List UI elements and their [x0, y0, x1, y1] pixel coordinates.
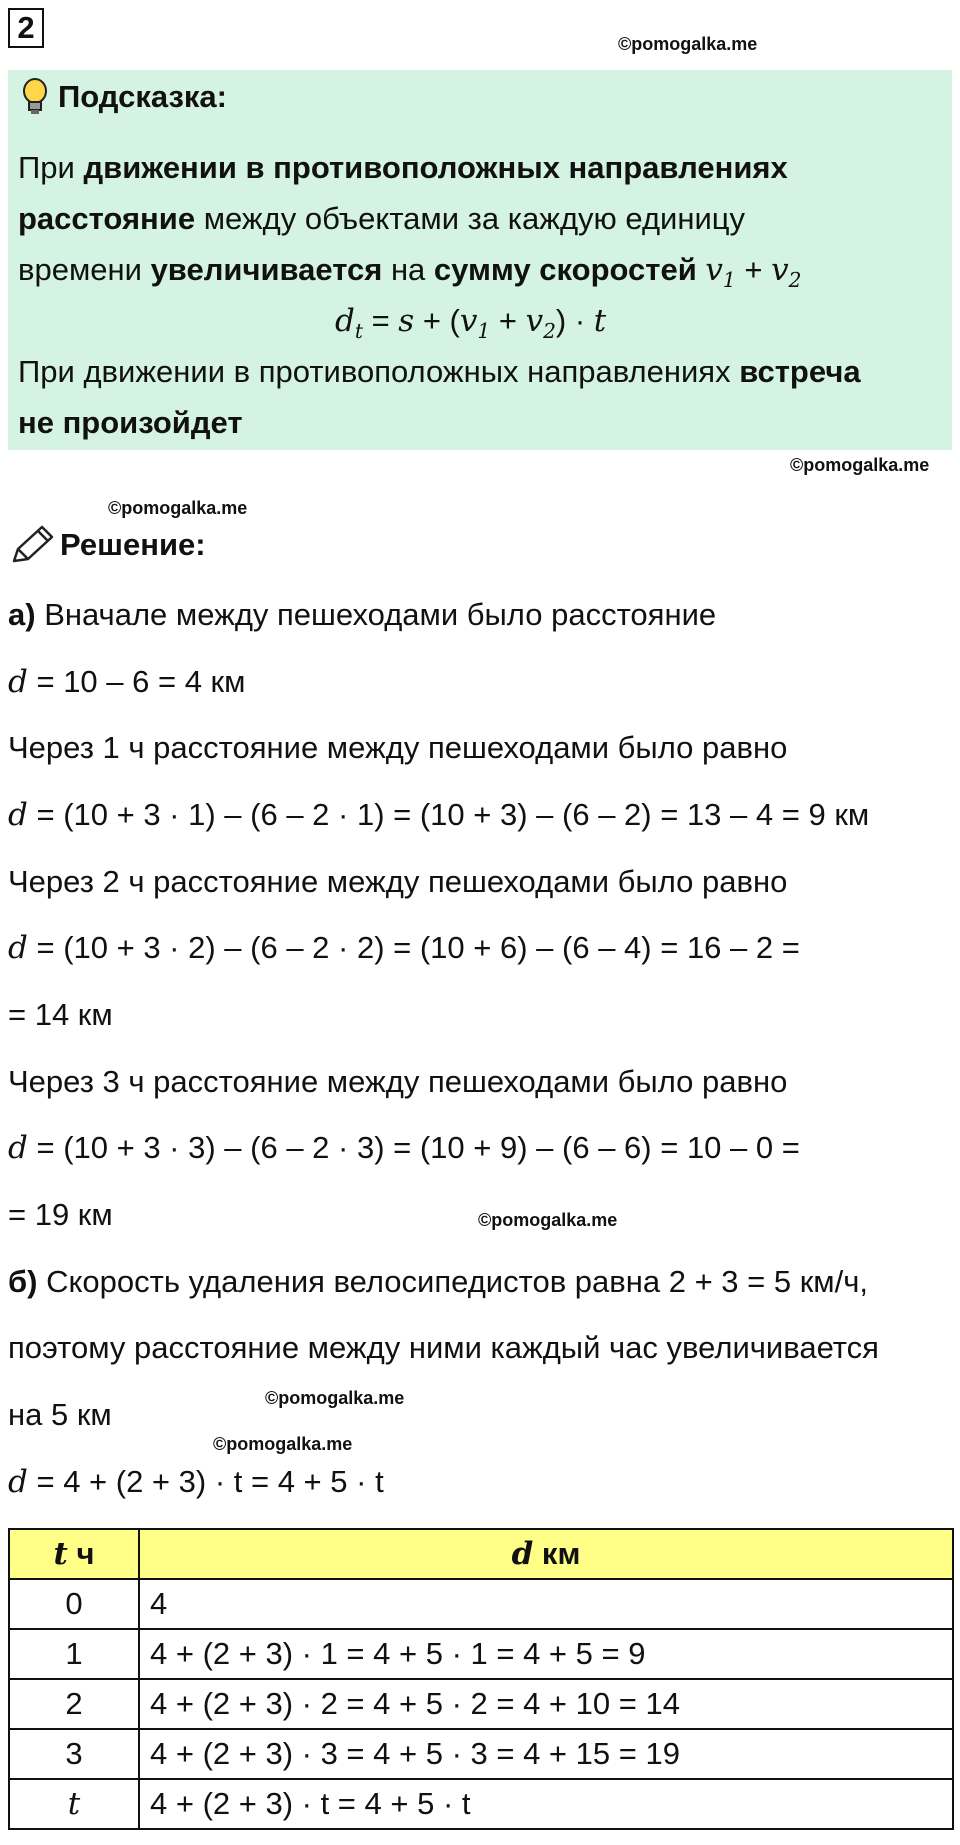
solution-after-3: Через 3 ч расстояние между пешеходами было равно	[8, 1064, 788, 1099]
hint-line-4: При движении в противоположных направлениях встреча	[18, 354, 861, 389]
watermark: ©pomogalka.me	[265, 1388, 405, 1408]
results-table	[8, 1528, 954, 1830]
table-cell-d: 4 + (2 + 3) · 2 = 4 + 5 · 2 = 4 + 10 = 14	[139, 1679, 953, 1729]
table-cell-t: t	[9, 1779, 139, 1829]
table-row	[9, 1779, 953, 1829]
table-cell-d: 4 + (2 + 3) · 1 = 4 + 5 · 1 = 4 + 5 = 9	[139, 1629, 953, 1679]
hint-formula: $d_t = s + (v_1 + v_2) \cdot t$	[335, 303, 607, 344]
watermark: ©pomogalka.me	[790, 455, 930, 475]
lightbulb-icon	[22, 78, 48, 116]
pencil-icon	[10, 525, 54, 565]
watermark: ©pomogalka.me	[478, 1210, 618, 1230]
table-cell-t: 2	[9, 1679, 139, 1729]
solution-eq-3-result: = 19 км	[8, 1197, 113, 1232]
solution-eq-2: d = (10 + 3 · 2) – (6 – 2 · 2) = (10 + 6) – (6 – 4) = 16 – 2 =	[8, 930, 800, 966]
table-header-d: d км	[139, 1529, 953, 1579]
table-cell-t: 1	[9, 1629, 139, 1679]
table-cell-t: 0	[9, 1579, 139, 1629]
watermark: ©pomogalka.me	[618, 34, 758, 54]
table-row	[9, 1579, 953, 1629]
solution-a-eq: d = 10 – 6 = 4 км	[8, 664, 246, 700]
hint-line-3: времени увеличивается на сумму скоростей $v_1 + v_2$	[18, 252, 802, 293]
solution-a-intro: а) Вначале между пешеходами было расстояние	[8, 597, 717, 632]
solution-eq-1: d = (10 + 3 · 1) – (6 – 2 · 1) = (10 + 3) – (6 – 2) = 13 – 4 = 9 км	[8, 797, 870, 833]
table-cell-d: 4 + (2 + 3) · t = 4 + 5 · t	[139, 1779, 953, 1829]
watermark: ©pomogalka.me	[213, 1434, 353, 1454]
hint-line-2: расстояние между объектами за каждую единицу	[18, 201, 746, 236]
solution-b-line-1: б) Скорость удаления велосипедистов равна 2 + 3 = 5 км/ч,	[8, 1264, 868, 1299]
hint-line-1: При движении в противоположных направлениях	[18, 150, 788, 185]
table-row	[9, 1729, 953, 1779]
solution-b-line-2: поэтому расстояние между ними каждый час увеличивается	[8, 1330, 879, 1365]
table-cell-t: 3	[9, 1729, 139, 1779]
hint-line-5: не произойдет	[18, 405, 243, 440]
table-row	[9, 1629, 953, 1679]
solution-b-line-3: на 5 км	[8, 1397, 112, 1432]
watermark: ©pomogalka.me	[108, 498, 248, 518]
table-cell-d: 4	[139, 1579, 953, 1629]
table-header-t: t ч	[9, 1529, 139, 1579]
solution-title: Решение:	[10, 525, 206, 565]
solution-after-1: Через 1 ч расстояние между пешеходами было равно	[8, 730, 788, 765]
task-number: 2	[8, 8, 44, 48]
hint-title: Подсказка:	[22, 78, 227, 116]
solution-eq-3: d = (10 + 3 · 3) – (6 – 2 · 3) = (10 + 9) – (6 – 6) = 10 – 0 =	[8, 1130, 800, 1166]
table-cell-d: 4 + (2 + 3) · 3 = 4 + 5 · 3 = 4 + 15 = 19	[139, 1729, 953, 1779]
solution-eq-2-result: = 14 км	[8, 997, 113, 1032]
table-row	[9, 1679, 953, 1729]
table-header-row	[9, 1529, 953, 1579]
solution-b-eq: d = 4 + (2 + 3) · t = 4 + 5 · t	[8, 1464, 384, 1500]
solution-after-2: Через 2 ч расстояние между пешеходами было равно	[8, 864, 788, 899]
